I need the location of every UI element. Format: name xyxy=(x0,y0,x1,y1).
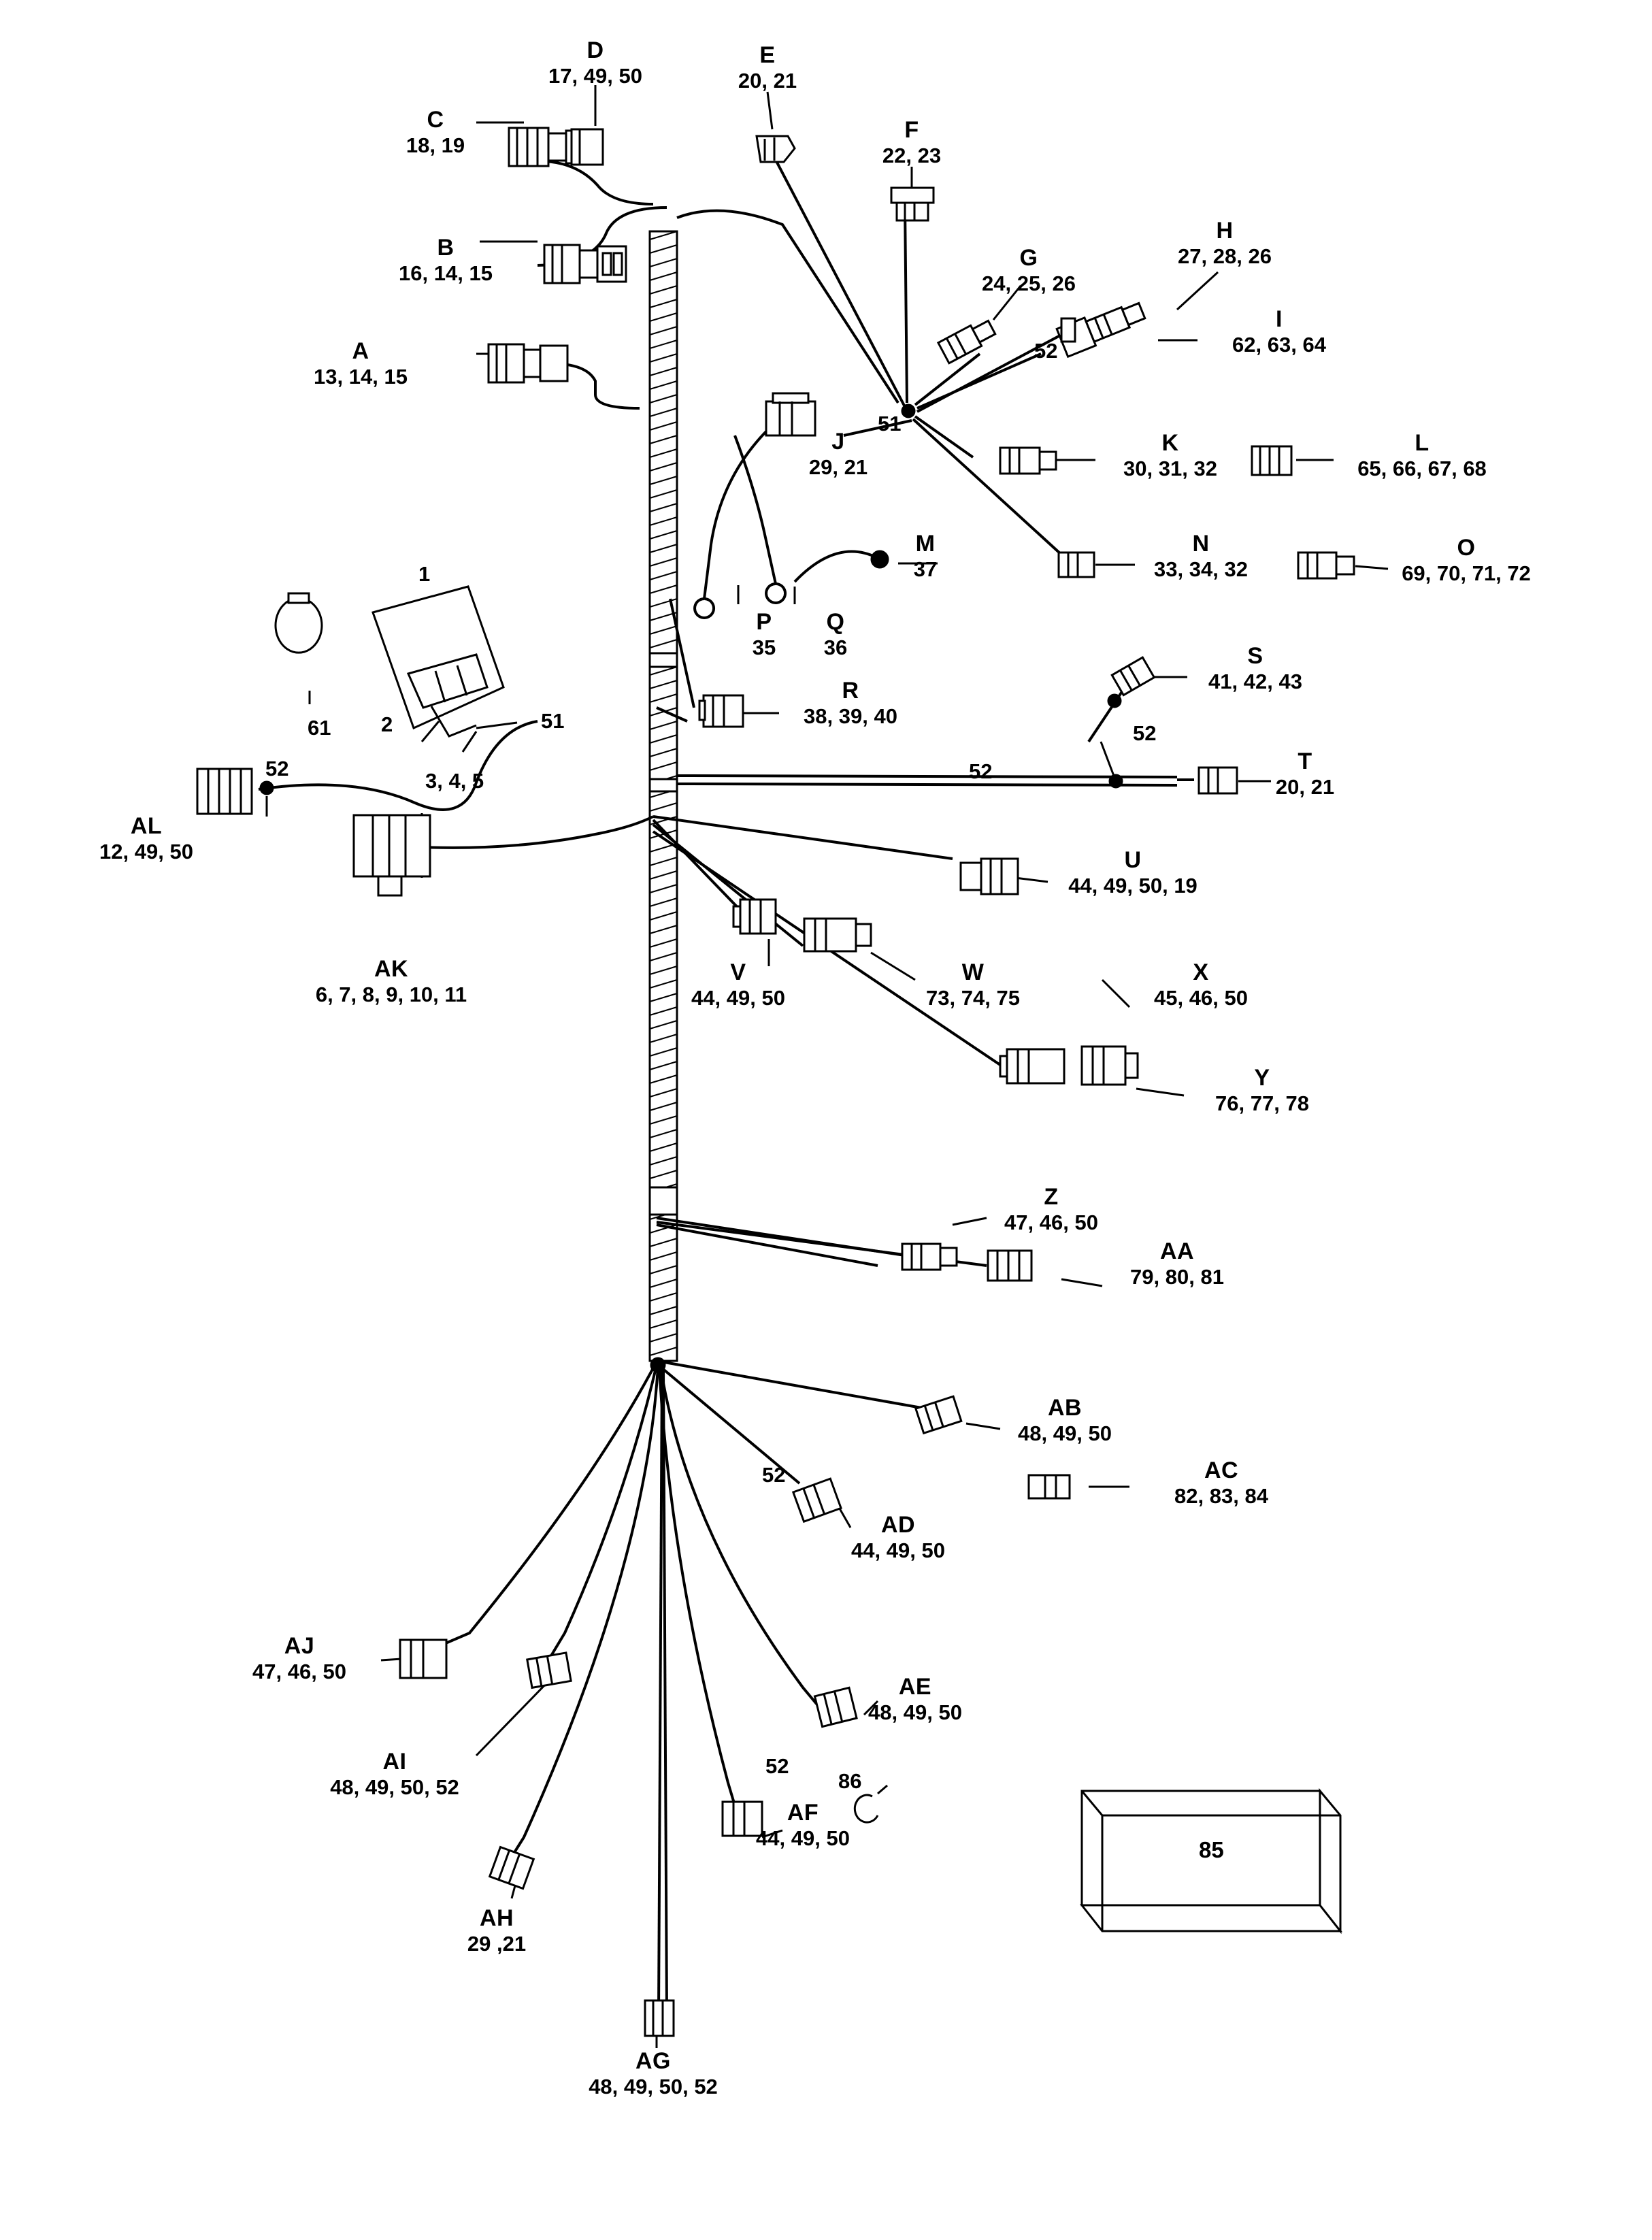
callout-items: 13, 14, 15 xyxy=(314,365,408,389)
callout-items: 44, 49, 50 xyxy=(756,1826,850,1851)
callout-items: 38, 39, 40 xyxy=(804,704,897,729)
part-number-52-s: 52 xyxy=(1133,721,1157,745)
callout-Q xyxy=(824,609,847,660)
callout-AD xyxy=(851,1512,945,1563)
part-number-52-ad: 52 xyxy=(762,1463,786,1487)
callout-items: 48, 49, 50 xyxy=(868,1700,962,1725)
callout-O xyxy=(1402,535,1531,586)
callout-V xyxy=(691,959,785,1010)
callout-E xyxy=(738,42,797,93)
callout-items: 62, 63, 64 xyxy=(1232,333,1326,357)
part-number-52-af: 52 xyxy=(765,1754,789,1778)
callout-key: C xyxy=(427,107,444,133)
callout-N xyxy=(1154,531,1248,582)
callout-AA xyxy=(1130,1238,1224,1289)
callout-key: Y xyxy=(1254,1065,1270,1091)
callout-key: AI xyxy=(382,1749,407,1775)
callout-key: N xyxy=(1192,531,1210,557)
callout-AI xyxy=(330,1749,459,1800)
callout-items: 20, 21 xyxy=(1275,775,1335,800)
callout-L xyxy=(1357,430,1487,481)
callout-K xyxy=(1123,430,1217,481)
part-number-3-4-5: 3, 4, 5 xyxy=(425,769,484,793)
callout-items: 29 ,21 xyxy=(467,1932,527,1956)
callout-key: D xyxy=(587,37,604,63)
callout-items: 20, 21 xyxy=(738,69,797,93)
callout-key: M xyxy=(915,531,936,557)
callout-key: P xyxy=(756,609,772,635)
part-number-52-al: 52 xyxy=(265,757,289,780)
callout-J xyxy=(809,429,868,480)
callout-W xyxy=(926,959,1020,1010)
callout-items: 76, 77, 78 xyxy=(1215,1091,1309,1116)
callout-key: AG xyxy=(635,2048,671,2074)
callout-items: 33, 34, 32 xyxy=(1154,557,1248,582)
callout-P xyxy=(753,609,776,660)
callout-items: 36 xyxy=(823,636,848,660)
callout-M xyxy=(914,531,937,582)
callout-key: AJ xyxy=(284,1633,315,1659)
callout-T xyxy=(1276,748,1334,800)
callout-AC xyxy=(1174,1457,1268,1509)
callout-X xyxy=(1154,959,1248,1010)
part-number-51-upper: 51 xyxy=(878,412,902,435)
callout-B xyxy=(399,235,493,286)
callout-D xyxy=(548,37,642,88)
callout-key: X xyxy=(1193,959,1209,985)
callout-key: AB xyxy=(1047,1395,1083,1421)
callout-items: 6, 7, 8, 9, 10, 11 xyxy=(315,983,467,1007)
callout-AL xyxy=(99,813,193,864)
callout-items: 30, 31, 32 xyxy=(1123,457,1217,481)
callout-key: F xyxy=(904,117,919,143)
callout-key: R xyxy=(842,678,859,704)
callout-items: 48, 49, 50, 52 xyxy=(589,2075,718,2099)
callout-AB xyxy=(1018,1395,1112,1446)
callout-Y xyxy=(1215,1065,1309,1116)
callout-items: 12, 49, 50 xyxy=(99,840,193,864)
callout-key: E xyxy=(759,42,776,68)
callout-AF xyxy=(756,1800,850,1851)
part-number-61: 61 xyxy=(308,716,331,740)
callout-items: 48, 49, 50 xyxy=(1018,1421,1112,1446)
callout-key: AD xyxy=(880,1512,916,1538)
callout-items: 37 xyxy=(913,557,938,582)
callout-items: 65, 66, 67, 68 xyxy=(1357,457,1487,481)
part-number-2: 2 xyxy=(381,712,393,736)
callout-items: 45, 46, 50 xyxy=(1154,986,1248,1010)
callout-items: 18, 19 xyxy=(406,133,465,158)
callout-U xyxy=(1068,847,1197,898)
callout-items: 27, 28, 26 xyxy=(1178,244,1272,269)
callout-items: 73, 74, 75 xyxy=(926,986,1020,1010)
callout-items: 47, 46, 50 xyxy=(252,1660,346,1684)
callout-items: 41, 42, 43 xyxy=(1208,670,1302,694)
callout-Z xyxy=(1004,1184,1098,1235)
callout-F xyxy=(882,117,941,168)
callout-key: G xyxy=(1019,245,1038,271)
callout-C xyxy=(406,107,465,158)
part-number-1: 1 xyxy=(418,562,431,586)
callout-items: 44, 49, 50 xyxy=(691,986,785,1010)
callout-key: I xyxy=(1276,306,1283,332)
callout-G xyxy=(982,245,1076,296)
callout-key: Z xyxy=(1044,1184,1059,1210)
part-number-51-ecu: 51 xyxy=(541,709,565,733)
callout-key: L xyxy=(1415,430,1430,456)
callout-key: AH xyxy=(479,1905,514,1931)
callout-AH xyxy=(467,1905,526,1956)
callout-I xyxy=(1232,306,1326,357)
callout-key: S xyxy=(1247,643,1263,669)
part-number-52-t: 52 xyxy=(969,759,993,783)
callout-key: AK xyxy=(374,956,409,982)
callout-key: O xyxy=(1457,535,1476,561)
callout-items: 47, 46, 50 xyxy=(1004,1210,1098,1235)
callout-key: AA xyxy=(1159,1238,1195,1264)
callout-items: 16, 14, 15 xyxy=(399,261,493,286)
callout-S xyxy=(1208,643,1302,694)
callout-R xyxy=(804,678,897,729)
callout-key: T xyxy=(1298,748,1312,774)
callout-items: 24, 25, 26 xyxy=(982,271,1076,296)
callout-items: 22, 23 xyxy=(882,144,942,168)
callout-key: A xyxy=(352,338,369,364)
callout-key: AF xyxy=(787,1800,819,1826)
callout-AG xyxy=(589,2048,718,2099)
callout-items: 44, 49, 50, 19 xyxy=(1068,874,1197,898)
callout-items: 29, 21 xyxy=(808,455,868,480)
callout-A xyxy=(314,338,408,389)
callout-key: AL xyxy=(130,813,163,839)
callout-AJ xyxy=(252,1633,346,1684)
callout-items: 82, 83, 84 xyxy=(1174,1484,1268,1509)
callout-items: 35 xyxy=(752,636,776,660)
part-number-85: 85 xyxy=(1199,1837,1224,1862)
callout-key: AC xyxy=(1204,1457,1239,1483)
callout-items: 69, 70, 71, 72 xyxy=(1402,561,1531,586)
callout-key: B xyxy=(437,235,455,261)
callout-key: W xyxy=(961,959,985,985)
callout-key: AE xyxy=(898,1674,932,1700)
callout-items: 79, 80, 81 xyxy=(1130,1265,1224,1289)
part-number-52-g: 52 xyxy=(1034,339,1058,363)
callout-AK xyxy=(316,956,467,1007)
callout-key: H xyxy=(1216,218,1234,244)
callout-items: 48, 49, 50, 52 xyxy=(330,1775,459,1800)
callout-AE xyxy=(868,1674,962,1725)
callout-H xyxy=(1178,218,1272,269)
callout-key: Q xyxy=(826,609,845,635)
callout-key: V xyxy=(730,959,746,985)
callout-key: K xyxy=(1161,430,1179,456)
callout-items: 44, 49, 50 xyxy=(851,1538,945,1563)
callout-key: U xyxy=(1124,847,1142,873)
callout-items: 17, 49, 50 xyxy=(548,64,642,88)
callout-key: J xyxy=(831,429,845,455)
part-number-86: 86 xyxy=(838,1769,862,1793)
